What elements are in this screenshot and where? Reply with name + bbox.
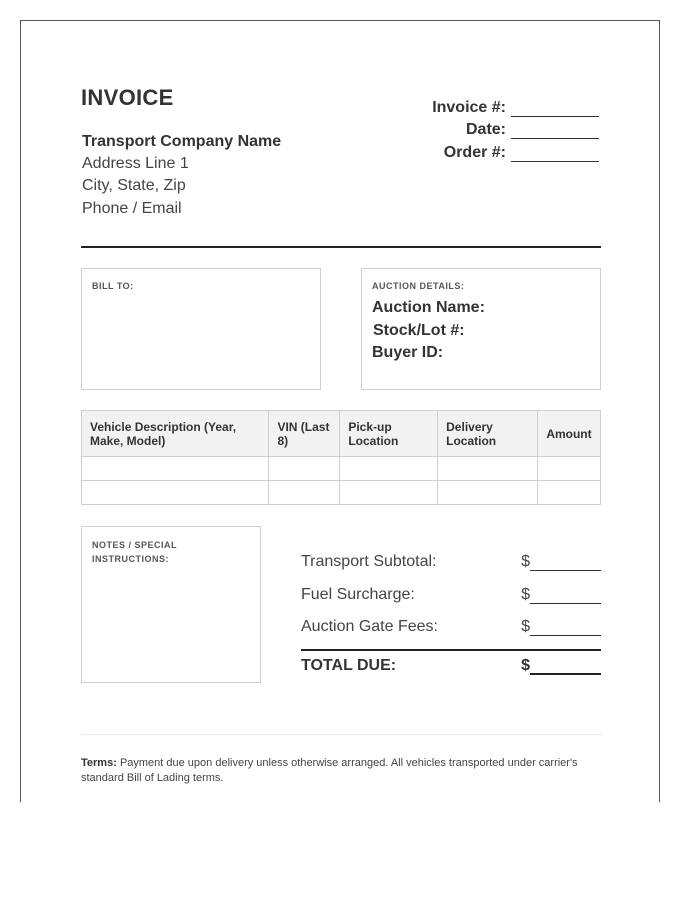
table-cell[interactable] [537,457,600,481]
auction-name-label: Auction Name: [372,299,485,316]
total-due-value[interactable] [521,657,601,675]
footer-divider [81,734,601,735]
total-due-field[interactable] [530,659,601,675]
total-due-label: TOTAL DUE: [301,657,397,674]
invoice-page [20,20,660,802]
notes-label [92,538,177,566]
notes-label-line-2: INSTRUCTIONS: [92,554,169,564]
table-header-row [82,411,601,457]
gate-currency: $ [521,618,530,635]
gate-fees-field[interactable] [530,621,601,636]
table-cell[interactable] [537,481,600,505]
table-cell[interactable] [269,457,340,481]
table-cell[interactable] [438,481,538,505]
order-number-row [444,144,599,162]
subtotal-field[interactable] [530,556,601,571]
date-field[interactable] [511,123,599,139]
terms-text [81,756,601,786]
col-delivery-location: Delivery Location [438,411,538,457]
terms-label: Terms: [81,757,117,769]
table-cell[interactable] [340,481,438,505]
totals-divider [301,649,601,651]
subtotal-row [301,553,601,571]
order-number-label: Order #: [443,144,506,161]
buyer-id-label: Buyer ID: [372,344,444,361]
fuel-surcharge-value[interactable] [521,586,601,604]
col-vin: VIN (Last 8) [269,411,340,457]
gate-fees-value[interactable] [521,618,601,636]
company-city-state-zip: City, State, Zip [82,177,186,194]
subtotal-currency: $ [521,553,530,570]
notes-box[interactable] [81,526,261,683]
table-cell[interactable] [438,457,538,481]
invoice-number-label: Invoice #: [432,99,506,116]
table-cell[interactable] [269,481,340,505]
fuel-surcharge-field[interactable] [530,589,601,604]
bill-to-label: BILL TO: [92,281,134,291]
table-cell[interactable] [82,457,269,481]
total-due-row [301,657,601,675]
notes-label-line-1: NOTES / SPECIAL [92,540,178,550]
invoice-number-field[interactable] [511,101,599,117]
date-row [466,121,599,139]
date-label: Date: [465,121,506,138]
vehicle-table [81,410,601,505]
order-number-field[interactable] [511,146,599,162]
terms-body: Payment due upon delivery unless otherwise arranged. All vehicles transported under carrier's standard Bill of Lading terms. [81,757,578,784]
auction-details-label: AUCTION DETAILS: [372,281,465,291]
company-name: Transport Company Name [82,133,282,150]
gate-fees-row [301,618,601,636]
invoice-title: INVOICE [81,85,174,110]
fuel-surcharge-label: Fuel Surcharge: [301,586,415,603]
col-vehicle-description: Vehicle Description (Year, Make, Model) [82,411,269,457]
table-cell[interactable] [340,457,438,481]
subtotal-label: Transport Subtotal: [301,553,437,570]
total-currency: $ [521,657,530,674]
auction-details-box [361,268,601,390]
fuel-currency: $ [521,586,530,603]
table-cell[interactable] [82,481,269,505]
company-contact: Phone / Email [82,200,182,217]
table-row [82,481,601,505]
bill-to-box[interactable] [81,268,321,390]
col-amount: Amount [537,411,600,457]
company-address: Address Line 1 [82,155,189,172]
invoice-number-row [432,99,599,117]
table-row [82,457,601,481]
subtotal-value[interactable] [521,553,601,571]
stock-lot-label: Stock/Lot #: [373,322,465,339]
gate-fees-label: Auction Gate Fees: [301,618,438,635]
header-divider [81,246,601,248]
col-pickup-location: Pick-up Location [340,411,438,457]
fuel-surcharge-row [301,586,601,604]
